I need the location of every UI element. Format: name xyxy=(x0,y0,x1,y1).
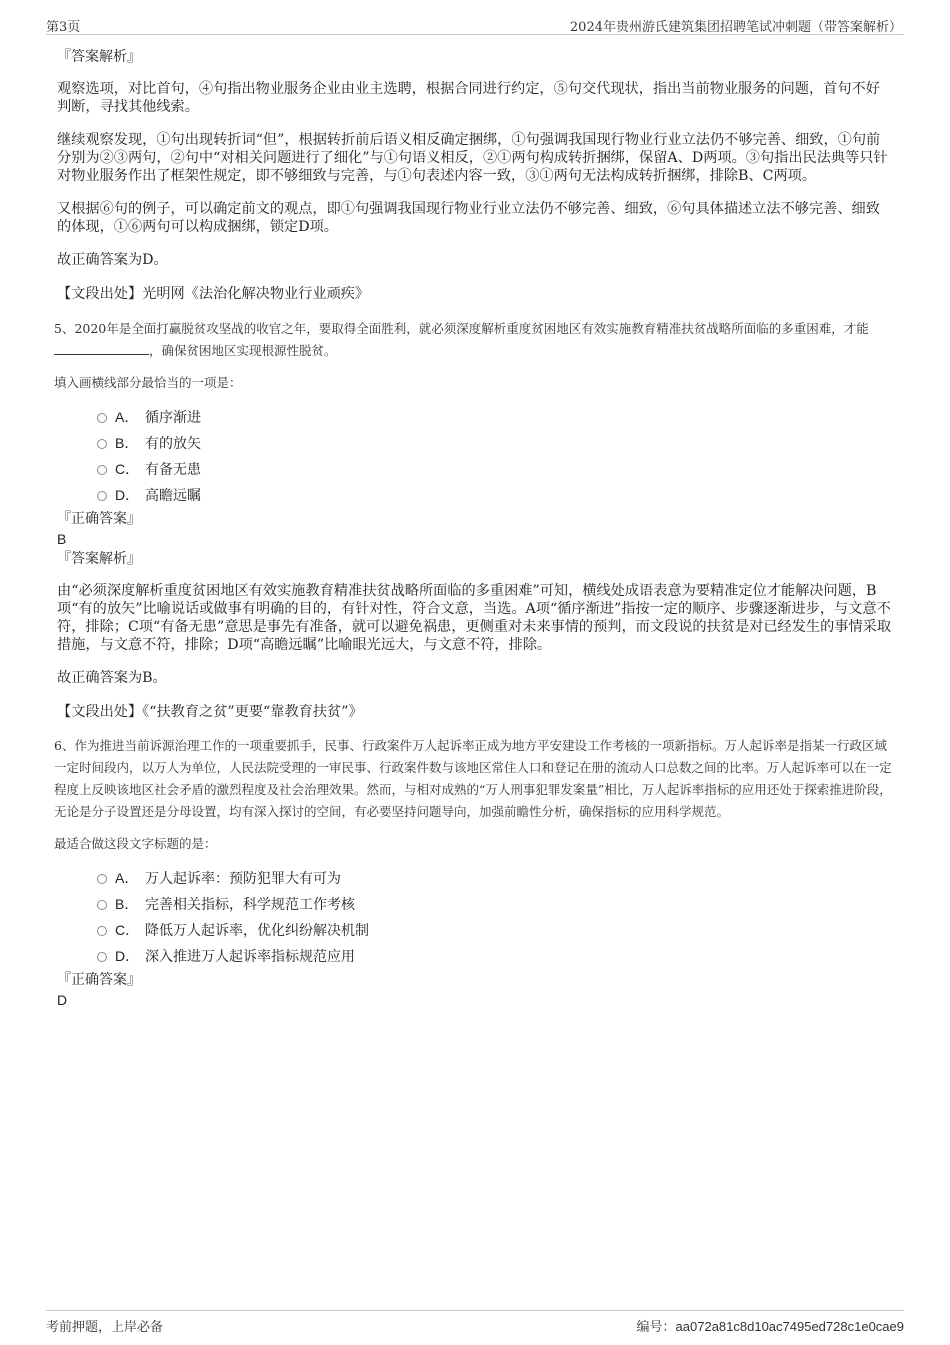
correct-answer: B xyxy=(57,531,67,547)
radio-button[interactable] xyxy=(97,439,107,449)
analysis-paragraph: 观察选项，对比首句，④句指出物业服务企业由业主选聘，根据合同进行约定，⑤句交代现状，指出当前物业服务的问题，首句不好判断，寻找其他线索。 xyxy=(57,81,880,115)
source-citation: 【文段出处】光明网《法治化解决物业行业顽疾》 xyxy=(57,286,370,302)
analysis-paragraph: 继续观察发现，①句出现转折词“但”，根据转折前后语义相反确定捆绑，①句强调我国现行物业行业立法仍不够完善、细致，①句前分别为②③两句，②句中“对相关问题进行了细化”与①句语义相反，②①两句构成转折捆绑，保留A、D两项。③句指出民法典等只针对物业服务作出了框架性规定，即不够细致与完善，与①句表述内容一致，③①两句无法构成转折捆绑，排除B、C两项。 xyxy=(57,132,888,184)
conclusion: 故正确答案为D。 xyxy=(57,252,168,268)
option-b[interactable]: B． 完善相关指标，科学规范工作考核 xyxy=(57,891,893,917)
option-c[interactable]: C． 降低万人起诉率，优化纠纷解决机制 xyxy=(57,917,893,943)
radio-button[interactable] xyxy=(97,465,107,475)
page-footer xyxy=(46,1310,904,1335)
radio-button[interactable] xyxy=(97,874,107,884)
analysis-paragraph: 由“必须深度解析重度贫困地区有效实施教育精准扶贫战略所面临的多重困难”可知，横线处成语表意为要精准定位才能解决问题，B项“有的放矢”比喻说话或做事有明确的目的，有针对性，符合文意，当选。A项“循序渐进”指按一定的顺序、步骤逐渐进步，与文意不符，排除；C项“有备无患”意思是事先有准备，就可以避免祸患，更侧重对未来事情的预判，而文段说的扶贫是对已经发生的事情采取措施，与文意不符，排除；D项“高瞻远瞩”比喻眼光远大，与文意不符，排除。 xyxy=(57,583,892,653)
option-a[interactable]: A． 循序渐进 xyxy=(57,404,893,430)
answer-analysis-tag: 『答案解析』 xyxy=(57,49,141,65)
option-a[interactable]: A． 万人起诉率：预防犯罪大有可为 xyxy=(57,865,893,891)
page-header xyxy=(46,14,904,35)
conclusion: 故正确答案为B。 xyxy=(57,670,167,686)
document-body xyxy=(54,46,893,1009)
footer-slogan: 考前押题，上岸必备 xyxy=(46,1320,164,1335)
correct-answer-tag: 『正确答案』 xyxy=(57,511,141,527)
answer-analysis-tag: 『答案解析』 xyxy=(57,551,141,567)
radio-button[interactable] xyxy=(97,491,107,501)
source-citation: 【文段出处】《“扶教育之贫”更要“靠教育扶贫”》 xyxy=(57,704,363,720)
option-d[interactable]: D． 高瞻远瞩 xyxy=(57,482,893,508)
question-5-options xyxy=(57,404,893,508)
option-b[interactable]: B． 有的放矢 xyxy=(57,430,893,456)
document-title: 2024年贵州游氏建筑集团招聘笔试冲刺题（带答案解析） xyxy=(569,20,902,35)
radio-button[interactable] xyxy=(97,900,107,910)
radio-button[interactable] xyxy=(97,926,107,936)
fill-blank xyxy=(54,342,149,355)
question-6-prompt: 最适合做这段文字标题的是： xyxy=(54,836,217,851)
radio-button[interactable] xyxy=(97,952,107,962)
option-c[interactable]: C． 有备无患 xyxy=(57,456,893,482)
option-d[interactable]: D． 深入推进万人起诉率指标规范应用 xyxy=(57,943,893,969)
question-6-stem: 6、作为推进当前诉源治理工作的一项重要抓手，民事、行政案件万人起诉率正成为地方平安建设工作考核的一项新指标。万人起诉率是指某一行政区域一定时间段内，以万人为单位，人民法院受理的一审民事、行政案件数与该地区常住人口和登记在册的流动人口总数之间的比率。万人起诉率可以在一定程度上反映该地区社会矛盾的激烈程度及社会治理效果。然而，与相对成熟的“万人刑事犯罪发案量”相比，万人起诉率指标的应用还处于探索推进阶段，无论是分子设置还是分母设置，均有深入探讨的空间，有必要坚持问题导向，加强前瞻性分析，确保指标的应用科学规范。 xyxy=(54,738,892,819)
question-5-stem: 5、2020年是全面打赢脱贫攻坚战的收官之年，要取得全面胜利，就必须深度解析重度贫困地区有效实施教育精准扶贫战略所面临的多重困难，才能，确保贫困地区实现根源性脱贫。 xyxy=(54,321,869,358)
analysis-paragraph: 又根据⑥句的例子，可以确定前文的观点，即①句强调我国现行物业行业立法仍不够完善、细致，⑥句具体描述立法不够完善、细致的体现，①⑥两句可以构成捆绑，锁定D项。 xyxy=(57,201,880,235)
question-6-options xyxy=(57,865,893,969)
radio-button[interactable] xyxy=(97,413,107,423)
correct-answer-tag: 『正确答案』 xyxy=(57,972,141,988)
correct-answer: D xyxy=(57,992,68,1008)
page-number: 第3页 xyxy=(46,20,81,35)
document-code: 编号：aa072a81c8d10ac7495ed728c1e0cae9 xyxy=(636,1319,904,1335)
question-5-prompt: 填入画横线部分最恰当的一项是： xyxy=(54,375,242,390)
